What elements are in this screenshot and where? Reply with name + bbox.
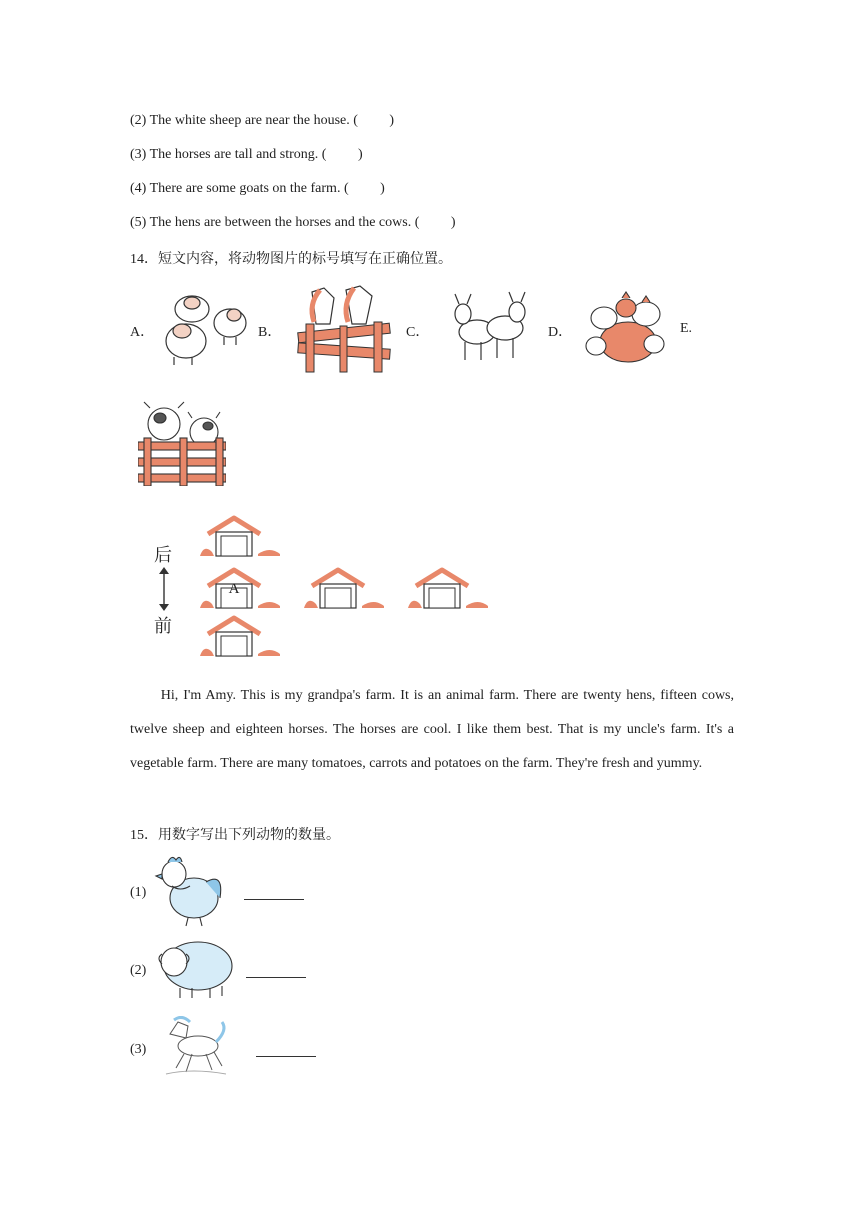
question-13-3: (3) The horses are tall and strong. ( ) — [130, 147, 363, 162]
question-13-2: (2) The white sheep are near the house. ( ) — [130, 113, 395, 128]
answer-blank-2[interactable] — [246, 963, 306, 983]
question-13-5: (5) The hens are between the horses and the cows. ( ) — [130, 215, 456, 230]
goats-picture — [447, 290, 531, 366]
answer-blank-3[interactable] — [256, 1042, 316, 1062]
house-slot-front[interactable] — [200, 614, 282, 660]
horse-single-picture — [156, 1016, 230, 1076]
passage-text: Hi, I'm Amy. This is my grandpa's farm. It is an animal farm. There are twenty hens, fifteen cows, twelve sheep and eighteen horses. The horses are cool. I like them best. That is my uncle's farm. It's a vegetable farm. There are many tomatoes, carrots and potatoes on the farm. They're fresh and yummy. — [130, 688, 734, 771]
option-b-label: B． — [258, 325, 282, 340]
house-label-a: A — [228, 581, 240, 597]
question-13-4: (4) There are some goats on the farm. ( ) — [130, 181, 385, 196]
answer-blank-1[interactable] — [244, 885, 304, 905]
house-slot-middle-3[interactable] — [408, 566, 490, 612]
arrow-top-label: 后 — [154, 545, 172, 566]
reading-passage — [130, 679, 734, 781]
hens-picture — [582, 288, 672, 370]
item-3-label: (3) — [130, 1042, 147, 1057]
house-slot-middle-2[interactable] — [304, 566, 386, 612]
cows-picture — [138, 398, 226, 486]
question-15-title: 15．用数字写出下列动物的数量。 — [130, 828, 340, 843]
sheep-single-picture — [154, 934, 236, 1000]
question-14-title: 14．短文内容，将动物图片的标号填写在正确位置。 — [130, 252, 452, 267]
option-e-label: E. — [680, 321, 693, 336]
horses-picture — [294, 284, 394, 374]
sheep-picture — [158, 287, 250, 367]
item-1-label: (1) — [130, 885, 147, 900]
double-arrow-icon — [158, 566, 170, 612]
option-c-label: C． — [406, 325, 430, 340]
option-d-label: D． — [548, 325, 573, 340]
arrow-bottom-label: 前 — [154, 616, 172, 637]
hen-picture — [154, 852, 226, 928]
item-2-label: (2) — [130, 963, 147, 978]
house-slot-back[interactable] — [200, 514, 282, 560]
option-a-label: A． — [130, 325, 155, 340]
